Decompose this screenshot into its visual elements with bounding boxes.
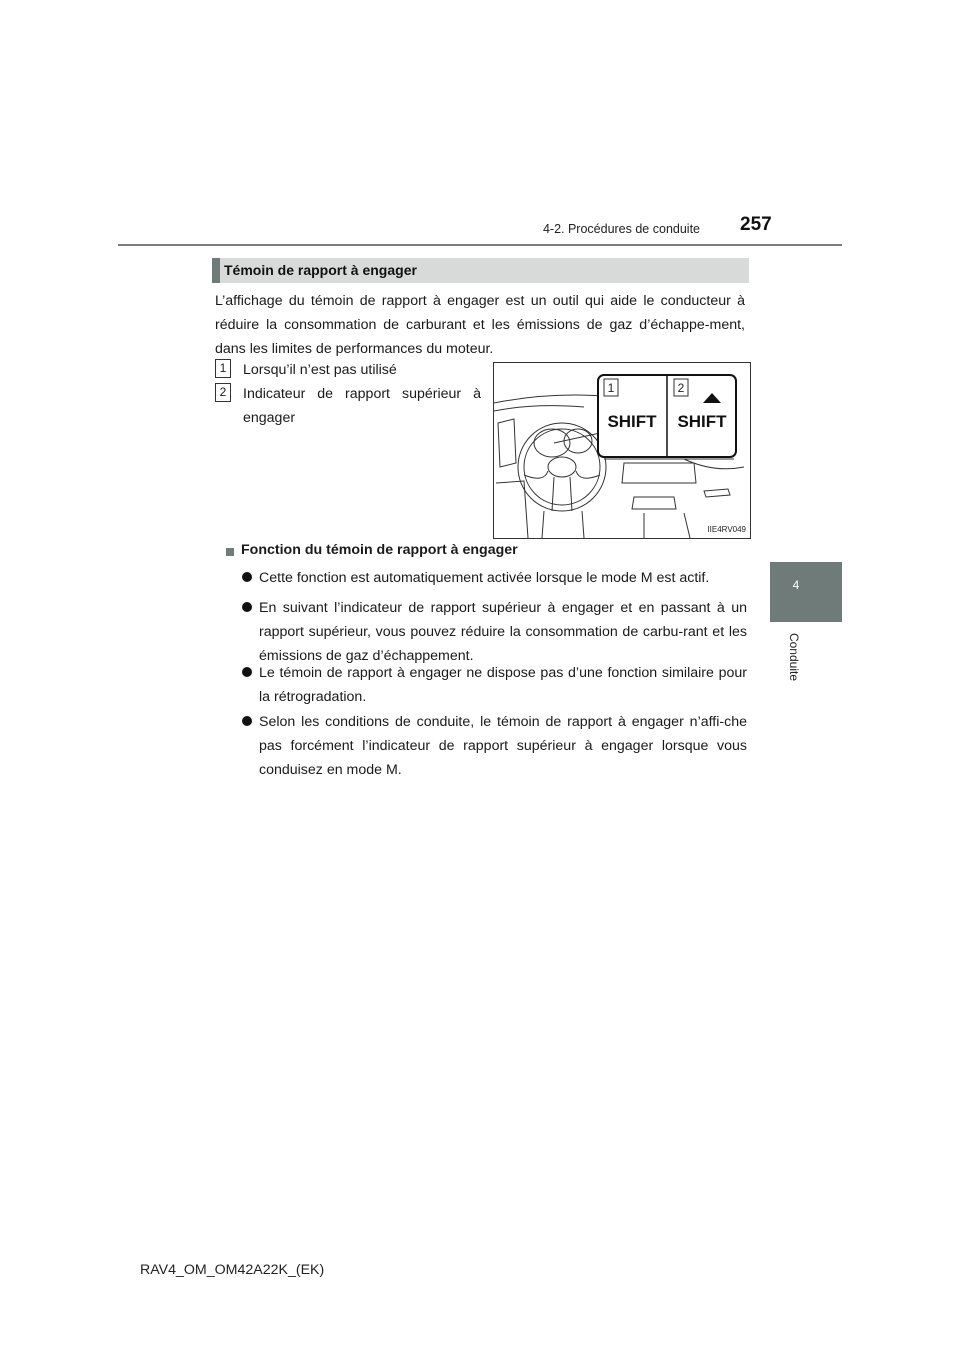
running-header-section: 4-2. Procédures de conduite bbox=[542, 222, 700, 236]
console-edge-2 bbox=[684, 513, 690, 538]
bullet-icon bbox=[242, 572, 252, 582]
callout-number: 2 bbox=[215, 383, 231, 402]
steering-column bbox=[542, 511, 544, 538]
header-divider bbox=[118, 244, 842, 246]
steering-wheel-inner bbox=[524, 429, 600, 505]
left-panel bbox=[496, 481, 528, 538]
steering-spoke-bottom bbox=[552, 477, 554, 511]
subsection-marker-icon bbox=[226, 548, 234, 556]
callout-number: 1 bbox=[215, 359, 231, 378]
figure-label-2: 2 bbox=[677, 381, 685, 395]
bullet-text: Cette fonction est automatiquement activée lorsque le mode M est actif. bbox=[259, 570, 710, 586]
steering-column-2 bbox=[582, 511, 584, 538]
bullet-icon bbox=[242, 667, 252, 677]
chapter-label: Conduite bbox=[787, 632, 801, 682]
left-vent bbox=[498, 419, 516, 467]
shift-text-left: SHIFT bbox=[607, 412, 657, 431]
steering-spoke-left bbox=[524, 471, 548, 478]
console-buttons bbox=[632, 497, 676, 509]
bullet-text: Le témoin de rapport à engager ne dispose pas d’une fonction similaire pour la rétrogradation. bbox=[259, 665, 747, 705]
console-display bbox=[622, 463, 696, 483]
bullet-text: En suivant l’indicateur de rapport supérieur à engager et en passant à un rapport supérieur, vous pouvez réduire la consommation de carbu-rant et les émissions de gaz d’échappement. bbox=[259, 600, 747, 664]
figure-label-1: 1 bbox=[607, 381, 615, 395]
steering-spoke-right bbox=[576, 471, 600, 478]
steering-hub bbox=[548, 457, 576, 477]
dashboard-drawing bbox=[494, 363, 750, 538]
bullet-text: Selon les conditions de conduite, le témoin de rapport à engager n’affi-che pas forcément l’indicateur de rapport supérieur à engager lorsque vous conduisez en mode M. bbox=[259, 714, 747, 778]
page-number: 257 bbox=[740, 214, 772, 235]
intro-paragraph: L’affichage du témoin de rapport à engager est un outil qui aide le conducteur à réduire la consommation de carburant et les émissions de gaz d’échappe-ment, dans les limites de performances du moteur. bbox=[215, 293, 745, 357]
shift-text-right: SHIFT bbox=[677, 412, 727, 431]
subsection-title: Fonction du témoin de rapport à engager bbox=[241, 542, 518, 558]
dash-top-line bbox=[494, 395, 614, 403]
dashboard-illustration bbox=[493, 362, 751, 539]
bullet-icon bbox=[242, 716, 252, 726]
steering-wheel-rim bbox=[518, 423, 606, 511]
leader-line bbox=[554, 433, 600, 443]
document-code: RAV4_OM_OM42A22K_(EK) bbox=[140, 1262, 325, 1278]
right-vent bbox=[704, 489, 730, 497]
section-title: Témoin de rapport à engager bbox=[224, 262, 417, 278]
callout-text: Indicateur de rapport supérieur à engager bbox=[243, 386, 481, 426]
dash-line-2 bbox=[494, 406, 584, 411]
dash-right-curve bbox=[684, 459, 744, 469]
figure-code: IIE4RV049 bbox=[707, 525, 746, 534]
chapter-tab bbox=[770, 562, 842, 622]
callout-text: Lorsqu’il n’est pas utilisé bbox=[243, 362, 397, 378]
chapter-number: 4 bbox=[792, 578, 800, 592]
bullet-icon bbox=[242, 602, 252, 612]
steering-spoke-bottom-2 bbox=[570, 477, 572, 511]
